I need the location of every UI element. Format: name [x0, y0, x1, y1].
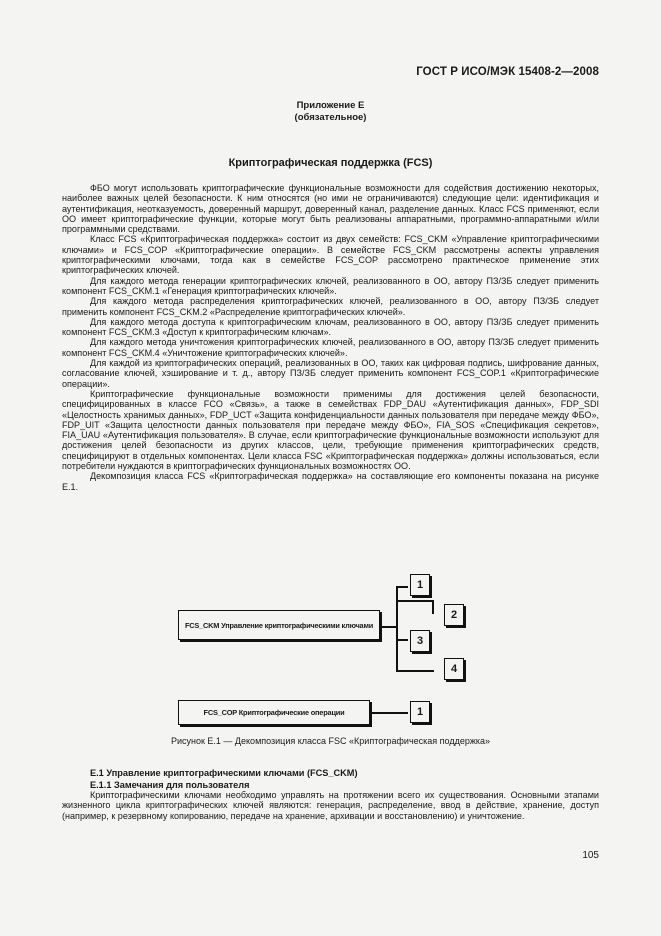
connector-line — [396, 600, 434, 602]
fcs-ckm-box: FCS_CKM Управление криптографическими ключами — [178, 610, 380, 640]
connector-line — [396, 586, 398, 670]
paragraph: Для каждой из криптографических операций, реализованных в ОО, таких как цифровая подпись, шифрование данных, согласование ключей, хэширование и т. д., автору ПЗ/ЗБ следует применить компонент FCS_COP.1 «Криптографические операции». — [62, 358, 599, 389]
subsection-text — [62, 790, 599, 821]
annex-status: (обязательное) — [294, 112, 367, 123]
ckm-component-1: 1 — [410, 574, 430, 596]
connector-line — [370, 712, 408, 714]
document-header: ГОСТ Р ИСО/МЭК 15408-2—2008 — [416, 66, 599, 78]
subsection-title: E.1 Управление криптографическими ключами (FCS_CKM) — [90, 768, 358, 778]
paragraph: Для каждого метода доступа к криптографическим ключам, реализованного в ОО, автору ПЗ/ЗБ следует применить компонент FCS_CKM.3 «Доступ к криптографическим ключам». — [62, 316, 599, 338]
paragraph: Класс FCS «Криптографическая поддержка» состоит из двух семейств: FCS_CKM «Управление криптографическими ключами» и FCS_COP «Криптографические операции». В семействе FCS_CKM рассмотрены аспекты управления криптографическими ключами, тогда как в семействе FCS_COP рассмотрено практическое применение этих криптографических ключей. — [62, 234, 599, 276]
paragraph: Криптографическими ключами необходимо управлять на протяжении всего их существования. Основными этапами жизненного цикла криптографических ключей являются: генерация, распределение, ввод в действие, хранение, доступ (например, к резервному копированию, передаче на хранение, архивации и восстановлению) и уничтожение. — [62, 790, 599, 821]
fcs-cop-box: FCS_COP Криптографические операции — [178, 700, 370, 725]
paragraph: Для каждого метода уничтожения криптографических ключей, реализованного в ОО, автору ПЗ/ЗБ следует применить компонент FCS_CKM.4 «Уничтожение криптографических ключей». — [62, 337, 599, 358]
page-number: 105 — [582, 850, 599, 861]
ckm-component-4: 4 — [444, 658, 464, 680]
paragraph: Криптографические функциональные возможности применимы для достижения целей безопасности, специфицированных в классе FCO «Связь», а также в семействах FDP_DAU «Аутентификация данных», FDP_SDI «Целостность хранимых данных», FDP_UCT «Защита конфиденциальности данных пользователя при передаче между ФБО», FDP_UIT «Защита целостности данных пользователя при передаче между ФБО», FIA_SOS «Спецификация секретов», FIA_UAU «Аутентификация пользователя». В случае, если криптографические функциональные возможности используют для достижения целей безопасности из других классов, цели, требующие применения криптографических средств, специфицируют в отдельных компонентах. Цели класса FSC «Криптографическая поддержка» должны использоваться, если потребители нуждаются в криптографических функциональных возможностях ОО. — [62, 388, 599, 472]
connector-line — [396, 639, 408, 641]
body-text — [62, 183, 599, 492]
ckm-component-3: 3 — [410, 630, 430, 652]
figure-caption: Рисунок E.1 — Декомпозиция класса FSC «Криптографическая поддержка» — [170, 736, 491, 746]
subsection-subtitle: E.1.1 Замечания для пользователя — [90, 780, 250, 790]
section-title: Криптографическая поддержка (FCS) — [228, 157, 433, 169]
ckm-component-2: 2 — [444, 604, 464, 626]
paragraph: Для каждого метода распределения криптографических ключей, реализованного в ОО, автору ПЗ/ЗБ следует применить компонент FCS_CKM.2 «Распределение криптографических ключей». — [62, 296, 599, 317]
connector-line — [396, 670, 434, 672]
cop-component-1: 1 — [410, 701, 430, 723]
paragraph: Декомпозиция класса FCS «Криптографическая поддержка» на составляющие его компоненты показана на рисунке E.1. — [62, 471, 599, 492]
decomposition-figure — [170, 570, 470, 730]
connector-line — [396, 586, 408, 588]
annex-title: Приложение E — [296, 100, 365, 111]
paragraph: ФБО могут использовать криптографические функциональные возможности для содействия достижению некоторых, наиболее важных целей безопасности. К ним относятся (но ими не ограничиваются) следующие цели: идентификация и аутентификация, неотказуемость, доверенный маршрут, доверенный канал, разделение данных. Класс FCS применяют, если ОО имеет криптографические функции, которые могут быть реализованы аппаратными, программно-аппаратными и/или программными средствами. — [62, 183, 599, 235]
connector-line — [432, 600, 434, 614]
connector-line — [380, 626, 396, 628]
paragraph: Для каждого метода генерации криптографических ключей, реализованного в ОО, автору ПЗ/ЗБ следует применить компонент FCS_CKM.1 «Генерация криптографических ключей». — [62, 275, 599, 296]
annex-heading — [0, 100, 661, 124]
